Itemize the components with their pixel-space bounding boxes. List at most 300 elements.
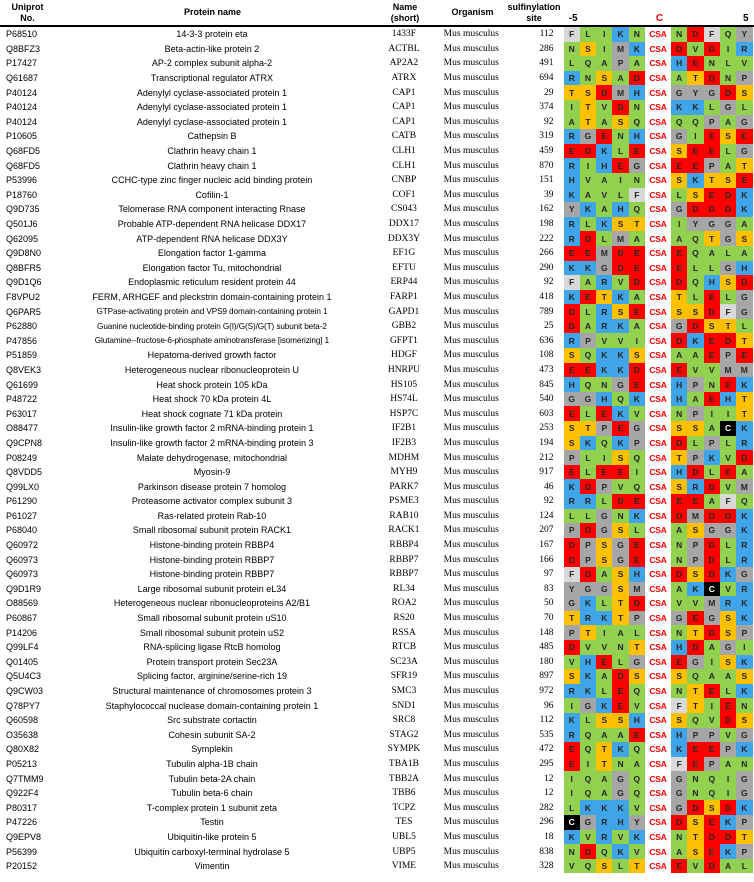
- sulfinylation-site: 166: [539, 554, 554, 565]
- organism: Mus musculus: [443, 189, 499, 200]
- residue-cell: Q: [687, 713, 703, 728]
- residue-cell: V: [596, 333, 612, 348]
- residue-cell: G: [736, 115, 752, 130]
- protein-name: Probable ATP-dependent RNA helicase DDX17: [117, 219, 307, 230]
- residue-cell: N: [564, 844, 580, 859]
- protein-name: Staphylococcal nuclease domain-containing protein 1: [105, 700, 319, 711]
- residue-cell: S: [671, 669, 687, 684]
- residue-sequence: [564, 640, 754, 655]
- residue-cell: K: [612, 844, 628, 859]
- residue-cell: A: [704, 669, 720, 684]
- protein-short-name: IF2B3: [391, 437, 417, 448]
- residue-cell: V: [612, 479, 628, 494]
- uniprot-id: O35638: [6, 729, 39, 740]
- residue-cell: G: [564, 392, 580, 407]
- protein-name: RNA-splicing ligase RtcB homolog: [143, 642, 281, 653]
- table-row: [0, 115, 754, 130]
- residue-cell: R: [564, 728, 580, 743]
- residue-cell: D: [564, 538, 580, 553]
- residue-cell: G: [671, 85, 687, 100]
- residue-cell: S: [671, 304, 687, 319]
- residue-cell: G: [629, 421, 645, 436]
- protein-name: Histone-binding protein RBBP4: [149, 540, 275, 551]
- table-row: [0, 173, 754, 188]
- table-row: [0, 640, 754, 655]
- residue-cell: N: [629, 27, 645, 42]
- sulfinylation-site: 374: [539, 102, 554, 113]
- sulfinylation-site: 972: [539, 686, 554, 697]
- csa-cell: CSA: [645, 304, 671, 319]
- residue-cell: E: [720, 465, 736, 480]
- residue-cell: S: [736, 713, 752, 728]
- sulfinylation-site: 286: [539, 43, 554, 54]
- residue-cell: H: [671, 640, 687, 655]
- table-row: [0, 698, 754, 713]
- sulfinylation-site: 535: [539, 729, 554, 740]
- protein-short-name: CATB: [391, 131, 417, 142]
- residue-cell: Q: [687, 275, 703, 290]
- protein-short-name: HS74L: [390, 394, 418, 405]
- sulfinylation-site: 83: [544, 583, 554, 594]
- residue-cell: G: [580, 582, 596, 597]
- sulfinylation-site: 282: [539, 802, 554, 813]
- protein-short-name: UBL5: [392, 831, 416, 842]
- residue-cell: E: [704, 188, 720, 203]
- residue-cell: A: [687, 348, 703, 363]
- residue-cell: G: [671, 611, 687, 626]
- residue-cell: D: [629, 596, 645, 611]
- sulfinylation-site: 112: [539, 29, 554, 40]
- residue-cell: S: [564, 669, 580, 684]
- residue-cell: D: [671, 815, 687, 830]
- residue-sequence: [564, 202, 754, 217]
- protein-short-name: ERP44: [390, 277, 418, 288]
- residue-cell: G: [704, 217, 720, 232]
- residue-cell: E: [629, 246, 645, 261]
- uniprot-id: Q5U4C3: [6, 671, 42, 682]
- protein-short-name: RACK1: [388, 525, 420, 536]
- residue-cell: P: [704, 757, 720, 772]
- residue-cell: H: [671, 392, 687, 407]
- csa-cell: CSA: [645, 830, 671, 845]
- table-row: [0, 552, 754, 567]
- protein-short-name: CAP1: [392, 116, 416, 127]
- residue-cell: P: [629, 611, 645, 626]
- residue-cell: D: [580, 844, 596, 859]
- protein-name: Clathrin heavy chain 1: [167, 146, 257, 157]
- table-row: [0, 319, 754, 334]
- residue-sequence: [564, 786, 754, 801]
- residue-cell: G: [736, 567, 752, 582]
- sulfinylation-site: 46: [544, 481, 554, 492]
- residue-cell: V: [564, 655, 580, 670]
- residue-cell: C: [720, 421, 736, 436]
- csa-cell: CSA: [645, 421, 671, 436]
- organism: Mus musculus: [443, 116, 499, 127]
- residue-cell: D: [720, 713, 736, 728]
- residue-sequence: [564, 728, 754, 743]
- sulfinylation-site: 540: [539, 394, 554, 405]
- residue-cell: E: [704, 392, 720, 407]
- residue-cell: S: [720, 611, 736, 626]
- table-row: [0, 450, 754, 465]
- residue-cell: A: [736, 217, 752, 232]
- csa-cell: CSA: [645, 202, 671, 217]
- residue-cell: D: [720, 509, 736, 524]
- residue-cell: A: [736, 465, 752, 480]
- protein-name: Histone-binding protein RBBP7: [149, 569, 275, 580]
- uniprot-id: Q99LX0: [6, 481, 40, 492]
- uniprot-id: Q8VDD5: [6, 467, 43, 478]
- residue-cell: Q: [629, 684, 645, 699]
- residue-sequence: [564, 742, 754, 757]
- organism: Mus musculus: [443, 29, 499, 40]
- residue-cell: Q: [704, 786, 720, 801]
- residue-cell: R: [736, 552, 752, 567]
- residue-cell: T: [596, 742, 612, 757]
- residue-cell: K: [736, 377, 752, 392]
- residue-cell: D: [612, 494, 628, 509]
- residue-cell: K: [580, 684, 596, 699]
- sulfinylation-site: 124: [539, 510, 554, 521]
- sulfinylation-site: 222: [539, 233, 554, 244]
- protein-name: Elongation factor Tu, mitochondrial: [142, 262, 282, 273]
- uniprot-id: Q9CW03: [6, 686, 44, 697]
- csa-cell: CSA: [645, 173, 671, 188]
- table-row: [0, 771, 754, 786]
- residue-cell: R: [564, 684, 580, 699]
- residue-cell: A: [671, 523, 687, 538]
- column-header-protein-name: [55, 0, 370, 25]
- residue-cell: G: [629, 655, 645, 670]
- residue-cell: N: [612, 757, 628, 772]
- residue-cell: D: [596, 85, 612, 100]
- protein-name: Transcriptional regulator ATRX: [150, 73, 273, 84]
- protein-name: Tubulin beta-6 chain: [171, 788, 253, 799]
- protein-name: Large ribosomal subunit protein eL34: [137, 583, 287, 594]
- sulfinylation-site: 148: [539, 627, 554, 638]
- protein-name: Tubulin beta-2A chain: [168, 773, 256, 784]
- table-row: [0, 42, 754, 57]
- residue-cell: D: [629, 363, 645, 378]
- sulfinylation-site: 39: [544, 189, 554, 200]
- residue-cell: P: [687, 552, 703, 567]
- residue-cell: L: [596, 494, 612, 509]
- organism: Mus musculus: [443, 758, 499, 769]
- csa-cell: CSA: [645, 333, 671, 348]
- residue-cell: G: [596, 582, 612, 597]
- residue-cell: D: [580, 231, 596, 246]
- protein-name: Heat shock 70 kDa protein 4L: [152, 394, 272, 405]
- table-row: [0, 85, 754, 100]
- residue-cell: N: [736, 698, 752, 713]
- protein-name: Small ribosomal subunit protein uS2: [139, 627, 284, 638]
- protein-short-name: RSSA: [392, 627, 416, 638]
- residue-cell: A: [580, 319, 596, 334]
- residue-cell: E: [596, 406, 612, 421]
- csa-cell: CSA: [645, 56, 671, 71]
- residue-cell: I: [671, 217, 687, 232]
- residue-cell: D: [704, 304, 720, 319]
- residue-sequence: [564, 450, 754, 465]
- organism: Mus musculus: [443, 642, 499, 653]
- residue-cell: S: [612, 450, 628, 465]
- residue-cell: K: [580, 800, 596, 815]
- protein-short-name: CLH1: [392, 160, 416, 171]
- csa-cell: CSA: [645, 246, 671, 261]
- residue-cell: S: [720, 129, 736, 144]
- table-row: [0, 100, 754, 115]
- residue-cell: V: [720, 479, 736, 494]
- residue-cell: S: [596, 538, 612, 553]
- residue-cell: R: [564, 71, 580, 86]
- uniprot-id: Q99LF4: [6, 642, 39, 653]
- residue-cell: P: [596, 479, 612, 494]
- residue-cell: R: [736, 436, 752, 451]
- residue-cell: L: [671, 188, 687, 203]
- protein-short-name: EFTU: [392, 262, 416, 273]
- residue-cell: L: [687, 261, 703, 276]
- residue-cell: A: [564, 115, 580, 130]
- residue-cell: L: [736, 319, 752, 334]
- organism: Mus musculus: [443, 204, 499, 215]
- residue-cell: K: [612, 319, 628, 334]
- residue-cell: S: [580, 42, 596, 57]
- position-label-center-c: C: [655, 13, 664, 24]
- protein-short-name: SFR19: [390, 671, 418, 682]
- residue-cell: S: [671, 713, 687, 728]
- table-row: [0, 728, 754, 743]
- residue-cell: I: [704, 406, 720, 421]
- column-header-site-line2: site: [526, 12, 542, 23]
- residue-cell: A: [671, 231, 687, 246]
- residue-cell: N: [671, 27, 687, 42]
- residue-cell: H: [612, 815, 628, 830]
- residue-cell: D: [720, 85, 736, 100]
- residue-cell: E: [564, 246, 580, 261]
- residue-cell: S: [720, 655, 736, 670]
- residue-cell: H: [629, 567, 645, 582]
- residue-cell: V: [580, 640, 596, 655]
- residue-cell: I: [704, 698, 720, 713]
- csa-cell: CSA: [645, 231, 671, 246]
- residue-cell: R: [736, 538, 752, 553]
- residue-cell: P: [687, 538, 703, 553]
- residue-cell: A: [720, 669, 736, 684]
- residue-cell: E: [687, 158, 703, 173]
- residue-cell: L: [687, 436, 703, 451]
- residue-sequence: [564, 115, 754, 130]
- table-row: [0, 625, 754, 640]
- residue-cell: D: [564, 319, 580, 334]
- residue-sequence: [564, 100, 754, 115]
- residue-cell: E: [687, 757, 703, 772]
- residue-cell: S: [580, 85, 596, 100]
- residue-cell: T: [580, 625, 596, 640]
- residue-cell: T: [704, 173, 720, 188]
- residue-cell: N: [596, 377, 612, 392]
- residue-cell: G: [580, 392, 596, 407]
- residue-cell: K: [736, 421, 752, 436]
- residue-cell: E: [564, 363, 580, 378]
- uniprot-id: P10605: [6, 131, 38, 142]
- residue-cell: D: [580, 479, 596, 494]
- residue-cell: E: [612, 684, 628, 699]
- residue-cell: M: [612, 42, 628, 57]
- table-body: [0, 27, 754, 873]
- residue-sequence: [564, 684, 754, 699]
- residue-cell: G: [720, 100, 736, 115]
- table-row: [0, 830, 754, 845]
- uniprot-id: P51859: [6, 350, 38, 361]
- organism: Mus musculus: [443, 87, 499, 98]
- protein-name: Cohesin subunit SA-2: [168, 729, 256, 740]
- table-row: [0, 844, 754, 859]
- residue-cell: G: [580, 129, 596, 144]
- organism: Mus musculus: [443, 540, 499, 551]
- table-row: [0, 231, 754, 246]
- csa-cell: CSA: [645, 786, 671, 801]
- residue-sequence: [564, 42, 754, 57]
- column-header-uniprot-line2: No.: [20, 12, 35, 23]
- residue-sequence: [564, 859, 754, 874]
- residue-cell: E: [596, 129, 612, 144]
- residue-cell: T: [687, 71, 703, 86]
- residue-cell: Q: [580, 56, 596, 71]
- protein-name: Adenylyl cyclase-associated protein 1: [136, 116, 287, 127]
- residue-cell: E: [596, 465, 612, 480]
- sulfinylation-site: 472: [539, 744, 554, 755]
- residue-cell: K: [687, 582, 703, 597]
- uniprot-id: P68040: [6, 525, 38, 536]
- residue-sequence: [564, 436, 754, 451]
- residue-cell: G: [671, 786, 687, 801]
- csa-cell: CSA: [645, 479, 671, 494]
- residue-cell: H: [580, 655, 596, 670]
- organism: Mus musculus: [443, 700, 499, 711]
- uniprot-id: P05213: [6, 758, 38, 769]
- residue-sequence: [564, 392, 754, 407]
- residue-cell: T: [687, 698, 703, 713]
- residue-cell: V: [612, 275, 628, 290]
- csa-cell: CSA: [645, 275, 671, 290]
- table-row: [0, 859, 754, 874]
- residue-sequence: [564, 231, 754, 246]
- residue-cell: S: [736, 85, 752, 100]
- residue-cell: V: [580, 173, 596, 188]
- organism: Mus musculus: [443, 656, 499, 667]
- protein-name: Heat shock protein 105 kDa: [156, 379, 268, 390]
- residue-cell: D: [720, 800, 736, 815]
- residue-cell: H: [596, 158, 612, 173]
- residue-cell: L: [564, 800, 580, 815]
- residue-sequence: [564, 800, 754, 815]
- sulfinylation-site: 18: [544, 831, 554, 842]
- residue-sequence: [564, 523, 754, 538]
- residue-cell: M: [704, 596, 720, 611]
- residue-cell: P: [629, 436, 645, 451]
- residue-cell: T: [612, 596, 628, 611]
- uniprot-id: Q9D1R9: [6, 583, 42, 594]
- residue-cell: G: [736, 290, 752, 305]
- sulfinylation-site: 194: [539, 437, 554, 448]
- csa-cell: CSA: [645, 611, 671, 626]
- csa-cell: CSA: [645, 406, 671, 421]
- table-row: [0, 290, 754, 305]
- sulfinylation-site: 29: [544, 87, 554, 98]
- sulfinylation-site: 92: [544, 496, 554, 507]
- residue-sequence: [564, 713, 754, 728]
- protein-short-name: CNBP: [391, 175, 417, 186]
- table-row: [0, 202, 754, 217]
- uniprot-id: P18760: [6, 189, 38, 200]
- protein-name: Cofilin-1: [195, 189, 229, 200]
- residue-cell: L: [596, 596, 612, 611]
- residue-cell: G: [704, 611, 720, 626]
- residue-cell: K: [612, 27, 628, 42]
- uniprot-id: Q9CPN8: [6, 437, 43, 448]
- residue-cell: L: [580, 713, 596, 728]
- protein-name: Protein transport protein Sec23A: [146, 656, 278, 667]
- residue-cell: H: [629, 713, 645, 728]
- residue-cell: D: [704, 202, 720, 217]
- csa-cell: CSA: [645, 100, 671, 115]
- residue-cell: K: [596, 144, 612, 159]
- organism: Mus musculus: [443, 686, 499, 697]
- residue-cell: D: [671, 509, 687, 524]
- sulfinylation-site: 789: [539, 306, 554, 317]
- residue-cell: E: [736, 173, 752, 188]
- organism: Mus musculus: [443, 321, 499, 332]
- residue-cell: K: [612, 406, 628, 421]
- organism: Mus musculus: [443, 598, 499, 609]
- residue-sequence: [564, 275, 754, 290]
- sulfinylation-site: 694: [539, 73, 554, 84]
- table-row: [0, 129, 754, 144]
- protein-name: Glutamine--fructose-6-phosphate aminotransferase [isomerizing] 1: [94, 336, 330, 346]
- protein-short-name: RTCB: [391, 642, 417, 653]
- residue-cell: E: [720, 377, 736, 392]
- residue-cell: K: [629, 42, 645, 57]
- residue-cell: V: [596, 100, 612, 115]
- residue-cell: P: [687, 450, 703, 465]
- organism: Mus musculus: [443, 525, 499, 536]
- residue-cell: R: [596, 815, 612, 830]
- residue-cell: A: [629, 757, 645, 772]
- uniprot-id: P63017: [6, 408, 38, 419]
- protein-short-name: SC23A: [389, 656, 418, 667]
- csa-cell: CSA: [645, 27, 671, 42]
- residue-cell: K: [580, 436, 596, 451]
- residue-cell: D: [580, 523, 596, 538]
- position-label-minus5: -5: [568, 13, 578, 24]
- residue-cell: D: [704, 42, 720, 57]
- sulfinylation-site: 212: [539, 452, 554, 463]
- csa-cell: CSA: [645, 815, 671, 830]
- residue-cell: A: [671, 71, 687, 86]
- organism: Mus musculus: [443, 554, 499, 565]
- sulfinylation-site: 12: [544, 788, 554, 799]
- residue-cell: H: [564, 173, 580, 188]
- csa-cell: CSA: [645, 625, 671, 640]
- residue-cell: P: [704, 436, 720, 451]
- table-row: [0, 304, 754, 319]
- protein-name: CCHC-type zinc finger nucleic acid binding protein: [111, 175, 313, 186]
- organism: Mus musculus: [443, 510, 499, 521]
- residue-cell: E: [671, 261, 687, 276]
- uniprot-id: Q01405: [6, 656, 39, 667]
- residue-cell: D: [704, 859, 720, 874]
